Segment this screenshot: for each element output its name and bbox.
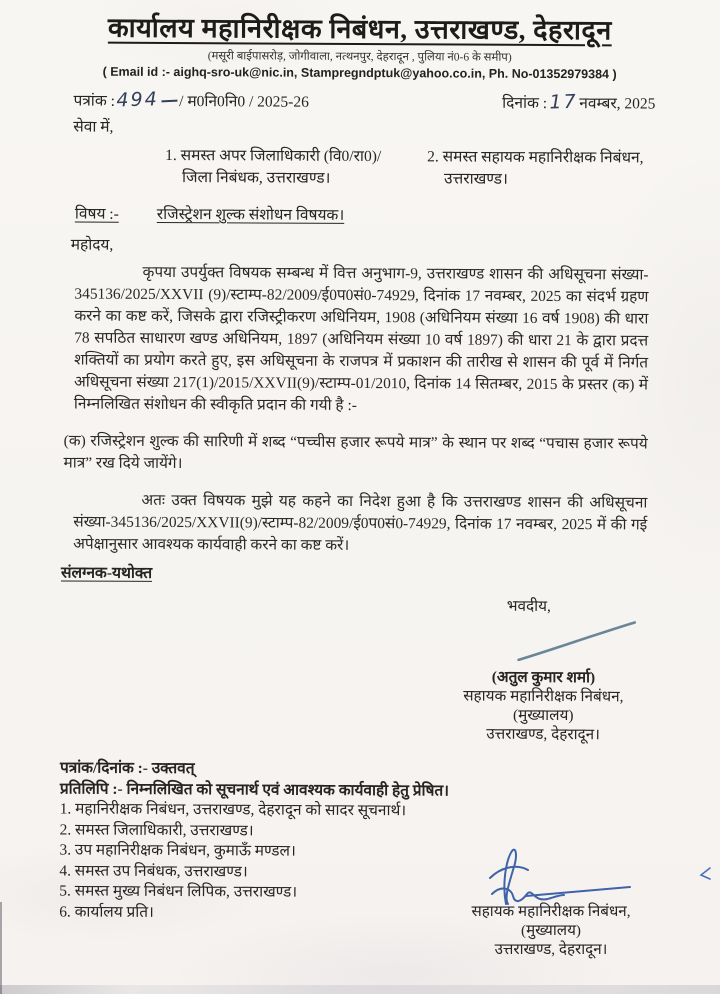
body-paragraph-1: कृपया उपर्युक्त विषयक सम्बन्ध में वित्त अनुभाग-9, उत्तराखण्ड शासन की अधिसूचना संख्या- 345136/2025/XXVII (9)/स्टाम्प-82/2009/ई0प0सं0-74929, दिनांक 17 नवम्बर, 2025 का संदर्भ ग्रहण करने का कष्ट करें, जिसके द्वारा रजिस्ट्रीकरण अधिनियम, 1908 (अधिनियम संख्या 16 वर्ष 1908) की धारा 78 सपठित साधारण खण्ड अधिनियम, 1897 (अधिनियम संख्या 10 वर्ष 1897) की धारा 21 के द्वारा प्रदत्त शक्तियों का प्रयोग करते हुए, इस अधिसूचना के राजपत्र में प्रकाशन की तारीख से शासन की पूर्व में निर्गत अधिसूचना संख्या 217(1)/2015/XXVII(9)/स्टाम्प-01/2010, दिनांक 14 सितम्बर, 2015 के प्रस्तर (क) में निम्नलिखित संशोधन की स्वीकृति प्रदान की गयी है :- [73,263,649,414]
addressee-1-line1: 1. समस्त अपर जिलाधिकारी (वि0/रा0)/ [165,146,382,166]
addressee-list [165,145,719,192]
enclosure-note: संलग्नक-यथोक्त [60,564,153,582]
office-title: कार्यालय महानिरीक्षक निबंधन, उत्तराखण्ड, देहरादून [107,12,612,46]
copy-item-1: 1. महानिरीक्षक निबंधन, उत्तराखण्ड, देहरादून को सादर सूचनार्थ। [59,800,407,820]
subject-label: विषय :- [74,205,119,223]
date-rest: नवम्बर, 2025 [579,95,656,113]
scan-bottom-band [0,985,720,994]
signatory-designation: सहायक महानिरीक्षक निबंधन, [463,687,624,706]
letter-number-suffix: / म0नि0नि0 / 2025-26 [179,93,309,111]
office-address: (मसूरी बाईपासरोड़, जोगीवाला, नत्थनपुर, देहरादून , पुलिया नं0-6 के समीप) [207,50,512,64]
reference-row [73,89,655,114]
signatory2-office: (मुख्यालय) [521,922,581,939]
date-day-handwritten: 17 [548,90,578,114]
signatory2-designation: सहायक महानिरीक्षक निबंधन, [471,903,631,920]
letter-number-label: पत्रांक : [73,92,115,110]
copy-item-4: 4. समस्त उप निबंधक, उत्तराखण्ड। [59,862,248,881]
signatory-office: (मुख्यालय) [513,706,574,725]
letterhead [0,0,720,82]
addressee-2-line1: 2. समस्त सहायक महानिरीक्षक निबंधन, [427,148,644,167]
letter-number-handwritten: 494 [116,88,160,112]
letter-number [73,89,309,112]
copy-item-6: 6. कार्यालय प्रति। [59,903,154,921]
signatory-block-2 [426,846,676,959]
greeting: महोदय, [70,236,114,254]
ink-artifact [698,866,712,884]
pen-stroke [161,100,177,103]
office-contact-line: ( Email id :- aighq-sro-uk@nic.in, Stampregndptuk@yahoo.co.in, Ph. No-01352979384 ) [102,64,617,82]
copy-item-3: 3. उप महानिरीक्षक निबंधन, कुमाऊँ मण्डल। [59,841,296,860]
subject-text: रजिस्ट्रेशन शुल्क संशोधन विषयक। [156,205,345,224]
copy-heading: प्रतिलिपि :- निम्नलिखित को सूचनार्थ एवं आवश्यक कार्यवाही हेतु प्रेषित। [59,780,450,800]
addressee-2-line2: उत्तराखण्ड। [444,170,508,188]
addressee-1 [165,145,381,190]
copy-ref-date: पत्रांक/दिनांक :- उक्तवत् [59,759,195,778]
copy-item-5: 5. समस्त मुख्य निबंधन लिपिक, उत्तराखण्ड। [59,882,298,902]
signatory-place: उत्तराखण्ड, देहरादून। [486,725,601,744]
body-paragraph-ka: (क) रजिस्ट्रेशन शुल्क की सारिणी में शब्द “पच्चीस हजार रूपये मात्र” के स्थान पर शब्द “पचास हजार रूपये मात्र” रख दिये जायेंगे। [63,432,648,473]
scan-left-edge [0,902,2,994]
signatory-block [418,596,669,744]
copy-item-2: 2. समस्त जिलाधिकारी, उत्तराखण्ड। [59,821,254,840]
date-label: दिनांक : [502,94,548,112]
signatory2-place: उत्तराखण्ड, देहरादून। [494,941,608,958]
addressee-2 [427,146,644,191]
body-paragraph-2: अतः उक्त विषयक मुझे यह कहने का निदेश हुआ है कि उत्तराखण्ड शासन की अधिसूचना संख्या-345136/2025/XXVII(9)/स्टाम्प-82/2009/ई0प0सं0-74929, दिनांक 17 नवम्बर, 2025 में की गई अपेक्षानुसार आवश्यक कार्यवाही करने का कष्ट करें। [73,491,648,554]
salutation: सेवा में, [73,118,114,136]
signature-stroke [511,618,643,665]
signatory-name: (अतुल कुमार शर्मा) [491,668,596,687]
letter-date [502,91,655,114]
subject-row [75,202,719,227]
addressee-1-line2: जिला निबंधक, उत्तराखण्ड। [182,169,331,187]
handwritten-signature-ink [466,846,636,908]
closing-word: भवदीय, [506,597,551,616]
